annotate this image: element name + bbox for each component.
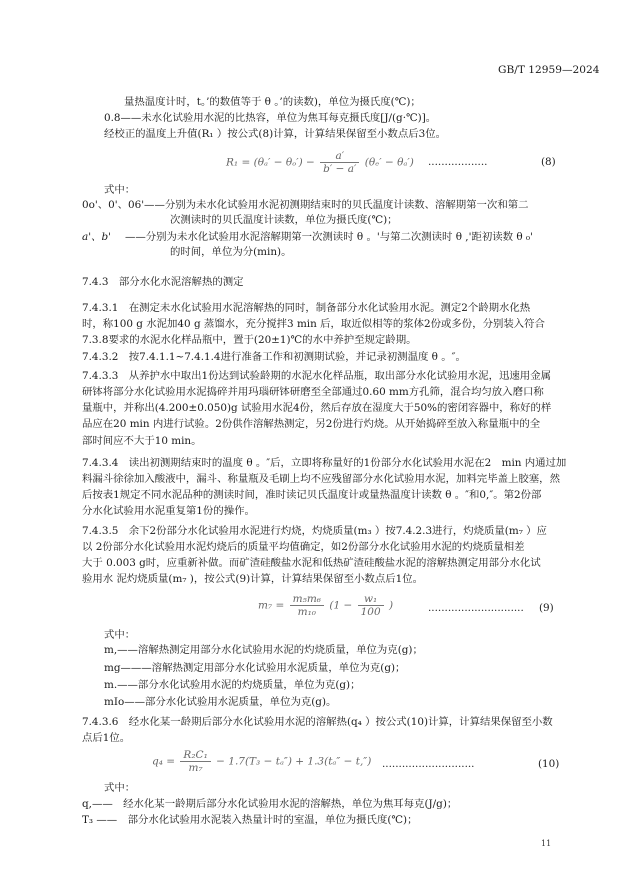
paragraph-line: 研钵将部分水化试验用水泥捣碎并用玛瑙研钵研磨至全部通过0.60 mm方孔筛，混合均匀放入磨口称 — [82, 386, 544, 398]
definition-line: m,——溶解热测定用部分水化试验用水泥的灼烧质量，单位为克(g)； — [104, 644, 423, 656]
where-label: 式中： — [104, 629, 136, 641]
paragraph-line: 时，称100 g 水泥加40 g 蒸馏水，充分搅拌3 min 后，取近似相等的浆体2份或多份，分别装入符合 — [82, 318, 545, 330]
paragraph-line: 以 2份部分水化试验用水泥灼烧后的质量平均值确定，如2份部分水化试验用水泥的灼烧质量相差 — [82, 541, 525, 553]
text-line: 0.8——未水化试验用水泥的比热容，单位为焦耳每克摄氏度[J/(g·℃)]。 — [104, 112, 437, 124]
text-line: 经校正的温度上升值(R₁ ）按公式(8)计算，计算结果保留至小数点后3位。 — [104, 128, 446, 140]
formula-8-label: (8) — [541, 156, 556, 168]
paragraph-line: 量瓶中，并称出(4.200±0.050)g 试验用水泥4份，然后存放在湿度大于50%的密闭容器中，称好的样 — [82, 402, 552, 414]
paragraph-line: 品应在20 min 内进行试验。2份供作溶解热测定，另2份进行灼烧。从开始捣碎至放入称量瓶中的全 — [82, 418, 541, 430]
definition-line: 次测读时的贝氏温度计读数，单位为摄氏度(℃)； — [170, 214, 398, 226]
formula-10-leader: ............................ — [382, 758, 475, 770]
paragraph-line: 后按表1规定不同水泥品种的测读时间，准时读记贝氏温度计或量热温度计读数 θ 。″和0,″。第2份部 — [82, 489, 542, 501]
section-heading: 7.4.3 部分水化水泥溶解热的测定 — [82, 276, 244, 288]
paragraph-line: 点后1位。 — [82, 732, 131, 744]
text-line: 量热温度计时，t。’的数值等于 θ 。’的读数)，单位为摄氏度(℃)； — [124, 96, 421, 108]
definition-line: mg———溶解热测定用部分水化试验用水泥质量，单位为克(g)； — [104, 662, 406, 674]
page-number: 11 — [541, 839, 552, 848]
paragraph-line: 7.4.3.1 在测定未水化试验用水泥溶解热的同时，制备部分水化试验用水泥。测定2个龄期水化热 — [82, 302, 531, 314]
paragraph-line: 验用水 泥灼烧质量(m₇ )，按公式(9)计算，计算结果保留至小数点后1位。 — [82, 573, 423, 585]
where-label: 式中： — [104, 782, 136, 794]
definition-line: m.——部分水化试验用水泥的灼烧质量，单位为克(g)； — [104, 679, 361, 691]
paragraph-line: 7.4.3.3 从养护水中取出1份达到试验龄期的水泥水化样品瓶，取出部分水化试验用水泥，迅速用金属 — [82, 370, 551, 382]
definition-line: ——分别为未水化试验用水泥溶解期第一次测读时 θ 。'与第二次测读时 θ ,'距初读数 θ ₀' — [125, 231, 533, 243]
formula-9: m₇ = $\frac{\text{m₅m₆}}{\text{m₁₀}}$ (1 − $\frac{\text{w₁}}{100}$ ) — [258, 593, 394, 618]
paragraph-line: 大于 0.003 g时，应重新补做。而矿渣硅酸盐水泥和低热矿渣硅酸盐水泥的溶解热测定用部分水化试 — [82, 557, 541, 569]
paragraph-line: 7.3.8要求的水泥水化样品瓶中，置于(20±1)℃的水中养护至规定龄期。 — [82, 334, 417, 346]
paragraph-line: 7.4.3.5 余下2份部分水化试验用水泥进行灼烧，灼烧质量(m₃ ）按7.4.2.3进行，灼烧质量(m₇ ）应 — [82, 525, 547, 537]
paragraph-line: 7.4.3.4 读出初测期结束时的温度 θ 。″后，立即将称量好的1份部分水化试验用水泥在2 min 内通过加 — [82, 457, 567, 469]
formula-8-leader: .................. — [428, 156, 488, 168]
definition-line: q,—— 经水化某一龄期后部分水化试验用水泥的溶解热，单位为焦耳每克(J/g)； — [82, 798, 458, 810]
paragraph-line: 料漏斗徐徐加入酸液中，漏斗、称量瓶及毛刷上均不应残留部分水化试验用水泥，加料完毕盖上胶塞，然 — [82, 473, 560, 485]
definition-line: 的时间，单位为分(min)。 — [170, 246, 292, 258]
paragraph-line: 7.4.3.2 按7.4.1.1~7.4.1.4进行准备工作和初测期试验，并记录初测温度 θ 。″。 — [82, 351, 466, 363]
formula-8: R₁ = (θₐ′ − θₒ′) − $\frac{a'}{b' - a'}$ (θₑ′ − θₐ′) — [226, 150, 414, 175]
paragraph-line: 7.4.3.6 经水化某一龄期后部分水化试验用水泥的溶解热(q₄ ）按公式(10)计算，计算结果保留至小数 — [82, 716, 553, 728]
definition-line: T₃ —— 部分水化试验用水泥装入热量计时的室温，单位为摄氏度(℃)； — [82, 814, 418, 826]
formula-10-label: (10) — [538, 758, 560, 770]
where-label: 式中： — [104, 184, 136, 196]
formula-10: q₄ = $\frac{\text{R₂C₁}}{\text{m₇}}$ − 1.7(T₃ − tₐ″) + 1.3(tₐ″ − t,″) — [152, 749, 372, 774]
formula-9-leader: ............................. — [428, 602, 524, 614]
definition-term: a'、b' — [82, 231, 111, 243]
paragraph-line: 分水化试验用水泥重复第1份的操作。 — [82, 505, 255, 517]
formula-9-label: (9) — [539, 602, 554, 614]
definition-line: mIo——部分水化试验用水泥质量，单位为克(g)。 — [104, 696, 337, 708]
page-header-code: GB/T 12959—2024 — [498, 64, 600, 76]
definition-line: 0o'、0'、06'——分别为未水化试验用水泥初测期结束时的贝氏温度计读数、溶解期第一次和第二 — [82, 199, 529, 211]
paragraph-line: 部时间应不大于10 min。 — [82, 435, 202, 447]
